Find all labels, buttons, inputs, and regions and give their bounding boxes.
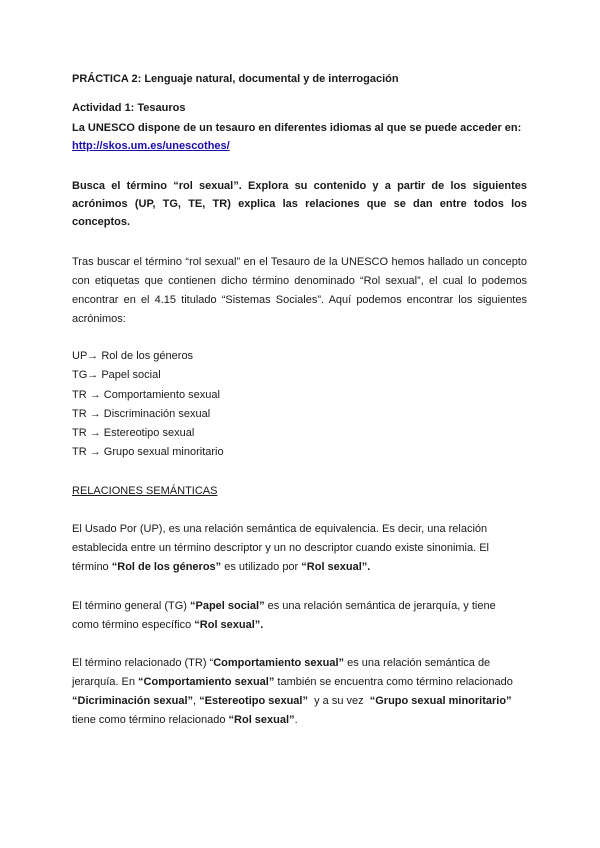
text-run: . [294, 714, 298, 726]
text-run: , [193, 695, 200, 707]
acronym-item: TR → Comportamiento sexual [72, 389, 220, 401]
task-line-1: Busca el término “rol sexual”. Explora su contenido y a partir de los siguientes [72, 180, 527, 192]
text-run: y a su vez [308, 695, 370, 707]
text-run: es una relación semántica de [344, 657, 491, 669]
text-run: como término específico [72, 619, 195, 631]
text-run: es una relación semántica de jerarquía, y tiene [264, 600, 496, 612]
term-dicriminacion-sexual: “Dicriminación sexual” [72, 695, 194, 707]
tr-paragraph-line-4 [72, 713, 298, 727]
text-run: también se encuentra como término relacionado [274, 676, 513, 688]
up-paragraph-line-1: El Usado Por (UP), es una relación semántica de equivalencia. Es decir, una relación [72, 523, 488, 535]
page-title: PRÁCTICA 2: Lenguaje natural, documental y de interrogación [72, 73, 399, 85]
section-heading: RELACIONES SEMÁNTICAS [72, 485, 218, 497]
tr-paragraph-line-1 [72, 656, 490, 670]
term-comportamiento-sexual: Comportamiento sexual” [213, 657, 345, 669]
text-run: tiene como término relacionado [72, 714, 229, 726]
answer-line-4: acrónimos: [72, 313, 126, 325]
text-run: jerarquía. En [72, 676, 139, 688]
term-rol-sexual: “Rol sexual”. [194, 619, 264, 631]
answer-line-1: Tras buscar el término “rol sexual” en el Tesauro de la UNESCO hemos hallado un concepto [72, 256, 527, 268]
tg-paragraph-line-2 [72, 618, 263, 632]
task-line-2: acrónimos (UP, TG, TE, TR) explica las relaciones que se dan entre todos los [72, 198, 527, 210]
answer-line-2: con etiquetas que contienen dicho término denominado “Rol sexual”, el cual lo podemos [72, 275, 527, 287]
task-line-3: conceptos. [72, 216, 131, 228]
term-grupo-sexual-minoritario: “Grupo sexual minoritario” [369, 695, 512, 707]
term-rol-de-los-generos: “Rol de los géneros” [111, 561, 222, 573]
term-rol-sexual: “Rol sexual” [228, 714, 295, 726]
tr-paragraph-line-2 [72, 675, 513, 689]
acronym-item: TR → Estereotipo sexual [72, 427, 195, 439]
term-estereotipo-sexual: “Estereotipo sexual” [199, 695, 308, 707]
acronym-item: UP→ Rol de los géneros [72, 350, 194, 362]
term-papel-social: “Papel social” [189, 600, 265, 612]
text-run: El término relacionado (TR) “ [72, 657, 214, 669]
acronym-item: TR → Discriminación sexual [72, 408, 211, 420]
tg-paragraph-line-1 [72, 599, 496, 613]
text-run: El término general (TG) [72, 600, 190, 612]
up-paragraph-line-2: establecida entre un término descriptor y un no descriptor cuando existe sinonimia. El [72, 542, 490, 554]
acronym-item: TR → Grupo sexual minoritario [72, 446, 224, 458]
activity-intro: La UNESCO dispone de un tesauro en diferentes idiomas al que se puede acceder en: [72, 122, 522, 134]
answer-line-3: encontrar en el 4.15 titulado “Sistemas Sociales”. Aquí podemos encontrar los siguientes [72, 294, 527, 306]
term-rol-sexual: “Rol sexual”. [301, 561, 371, 573]
unesco-thesaurus-link[interactable]: http://skos.um.es/unescothes/ [72, 140, 230, 152]
up-paragraph-line-3 [72, 560, 370, 574]
text-run: término [72, 561, 112, 573]
term-comportamiento-sexual: “Comportamiento sexual” [138, 676, 275, 688]
activity-heading: Actividad 1: Tesauros [72, 102, 186, 114]
acronym-item: TG→ Papel social [72, 369, 161, 381]
tr-paragraph-line-3 [72, 694, 512, 708]
text-run: es utilizado por [221, 561, 302, 573]
